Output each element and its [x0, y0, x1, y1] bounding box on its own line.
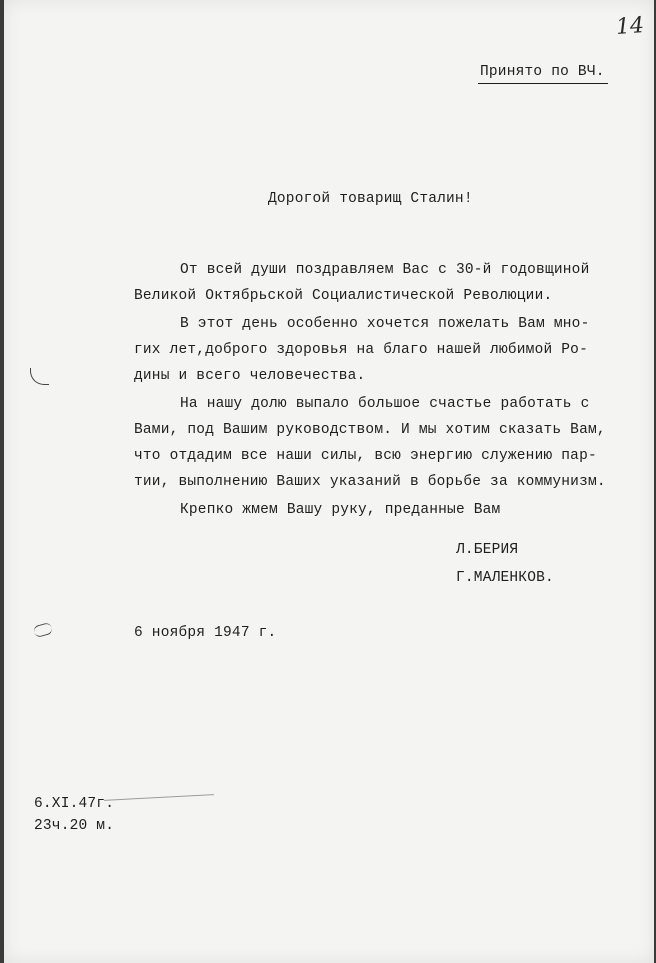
transmission-date: 6.XI.47г. — [34, 796, 115, 812]
letter-line: Вами, под Вашим руководством. И мы хотим сказать Вам, — [134, 422, 606, 438]
received-note-underline — [478, 83, 608, 84]
salutation: Дорогой товарищ Сталин! — [268, 191, 473, 207]
transmission-time: 23ч.20 м. — [34, 818, 115, 834]
letter-line: Великой Октябрьской Социалистической Революции. — [134, 288, 553, 304]
letter-line: Крепко жмем Вашу руку, преданные Вам — [180, 502, 501, 518]
letter-line: что отдадим все наши силы, всю энергию служению пар- — [134, 448, 597, 464]
margin-mark — [30, 368, 49, 385]
letter-line: тии, выполнению Ваших указаний в борьбе за коммунизм. — [134, 474, 606, 490]
letter-line: От всей души поздравляем Вас с 30-й годовщиной — [180, 262, 590, 278]
letter-date: 6 ноября 1947 г. — [134, 625, 277, 641]
document-page — [4, 0, 654, 963]
letter-line: В этот день особенно хочется пожелать Вам мно- — [180, 316, 590, 332]
margin-mark — [33, 622, 53, 638]
margin-mark — [104, 794, 214, 801]
letter-line: гих лет,доброго здоровья на благо нашей любимой Ро- — [134, 342, 588, 358]
folio-number: 14 — [615, 13, 645, 40]
signatory: Л.БЕРИЯ — [456, 542, 519, 558]
letter-line: На нашу долю выпало большое счастье работать с — [180, 396, 590, 412]
signatory: Г.МАЛЕНКОВ. — [456, 570, 554, 586]
letter-line: дины и всего человечества. — [134, 368, 366, 384]
received-note: Принято по ВЧ. — [480, 64, 605, 80]
